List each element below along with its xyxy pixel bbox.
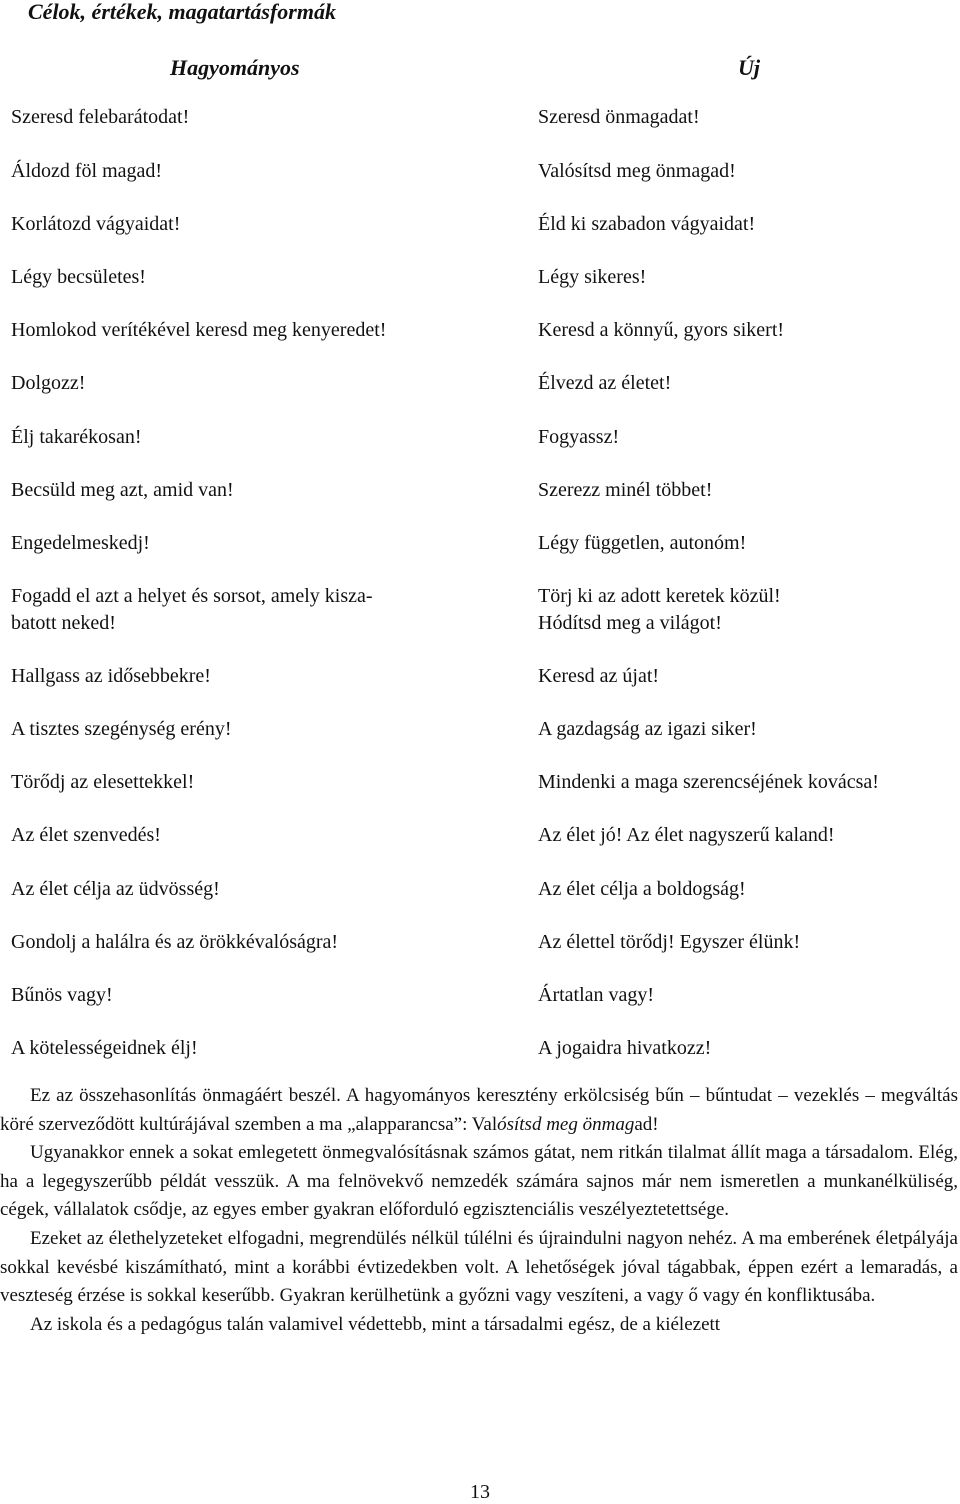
body-text [0, 1082, 958, 1339]
paragraph-text: ad! [634, 1113, 659, 1135]
list-item: Az élet jó! Az élet nagyszerű kaland! [538, 824, 835, 846]
paragraph-text: Ez az összehasonlítás önmagáért beszél. A hagyományos keresztény erkölcsiség bűn – bűntudat – vezeklés – megváltás köré szerveződött kultúrájával szemben a ma „alapparancsa”: Val [0, 1085, 958, 1135]
list-item: Mindenki a maga szerencséjének kovácsa! [538, 771, 879, 793]
italic-phrase: ósítsd meg önmag [497, 1113, 635, 1135]
column-heading-new: Új [738, 55, 760, 80]
list-item: Korlátozd vágyaidat! [11, 213, 181, 235]
paragraph: Ugyanakkor ennek a sokat emlegetett önmegvalósításnak számos gátat, nem ritkán tilalmat állít maga a társadalom. Elég, ha a legegyszerűbb példát vesszük. A ma felnövekvő nemzedék számára sajnos már nem ismeretlen a munkanélküliség, cégek, vállalatok csődje, az egyes ember gyakran előforduló egzisztenciális veszélyeztetettsége. [0, 1142, 958, 1221]
page-title: Célok, értékek, magatartásformák [28, 0, 336, 24]
list-item: Az élettel törődj! Egyszer élünk! [538, 931, 801, 953]
page-number: 13 [470, 1481, 490, 1503]
list-item: Törj ki az adott keretek közül! [538, 585, 781, 607]
list-item: Fogyassz! [538, 426, 620, 448]
list-item: Élvezd az életet! [538, 372, 672, 394]
list-item: Engedelmeskedj! [11, 532, 150, 554]
list-item: Légy független, autonóm! [538, 532, 747, 554]
list-item: A jogaidra hivatkozz! [538, 1037, 712, 1059]
list-item: batott neked! [11, 612, 116, 634]
paragraph: Ezeket az élethelyzeteket elfogadni, megrendülés nélkül túlélni és újraindulni nagyon nehéz. A ma emberének életpályája sokkal kevésbé kiszámítható, mint a korábbi évtizedekben volt. A lehetőségek jóval tágabbak, éppen ezért a lemaradás, a veszteség érzése is sokkal keserűbb. Gyakran kerülhetünk a győzni vagy veszíteni, a vagy ő vagy én konfliktusába. [0, 1227, 958, 1307]
list-item: Légy becsületes! [11, 266, 146, 288]
list-item: Törődj az elesettekkel! [11, 771, 195, 793]
column-heading-traditional: Hagyományos [170, 55, 300, 80]
list-item: Homlokod verítékével keresd meg kenyeredet! [11, 319, 387, 341]
paragraph: Az iskola és a pedagógus talán valamivel védettebb, mint a társadalmi egész, de a kiélezett [30, 1313, 721, 1335]
list-item: Dolgozz! [11, 372, 86, 394]
list-item: Éld ki szabadon vágyaidat! [538, 213, 756, 235]
list-item: Légy sikeres! [538, 266, 647, 288]
list-item: Szerezz minél többet! [538, 479, 713, 501]
list-item: Keresd a könnyű, gyors sikert! [538, 319, 785, 341]
list-item: A gazdagság az igazi siker! [538, 718, 757, 740]
list-item: Hódítsd meg a világot! [538, 612, 722, 634]
list-item: Keresd az újat! [538, 665, 660, 687]
list-item: Az élet célja a boldogság! [538, 878, 746, 900]
list-item: Szeresd felebarátodat! [11, 106, 190, 128]
list-item: A kötelességeidnek élj! [11, 1037, 198, 1059]
list-item: Becsüld meg azt, amid van! [11, 479, 234, 501]
list-item: A tisztes szegénység erény! [11, 718, 232, 740]
paragraph [0, 1082, 958, 1139]
list-item: Az élet célja az üdvösség! [11, 878, 220, 900]
list-item: Gondolj a halálra és az örökkévalóságra! [11, 931, 339, 953]
list-item: Hallgass az idősebbekre! [11, 665, 211, 687]
list-item: Szeresd önmagadat! [538, 106, 700, 128]
list-item: Valósítsd meg önmagad! [538, 160, 736, 182]
list-item: Áldozd föl magad! [11, 160, 163, 182]
list-item: Bűnös vagy! [11, 984, 113, 1006]
list-item: Az élet szenvedés! [11, 824, 161, 846]
list-item: Ártatlan vagy! [538, 984, 655, 1006]
list-item: Fogadd el azt a helyet és sorsot, amely kisza- [11, 585, 373, 607]
list-item: Élj takarékosan! [11, 426, 142, 448]
